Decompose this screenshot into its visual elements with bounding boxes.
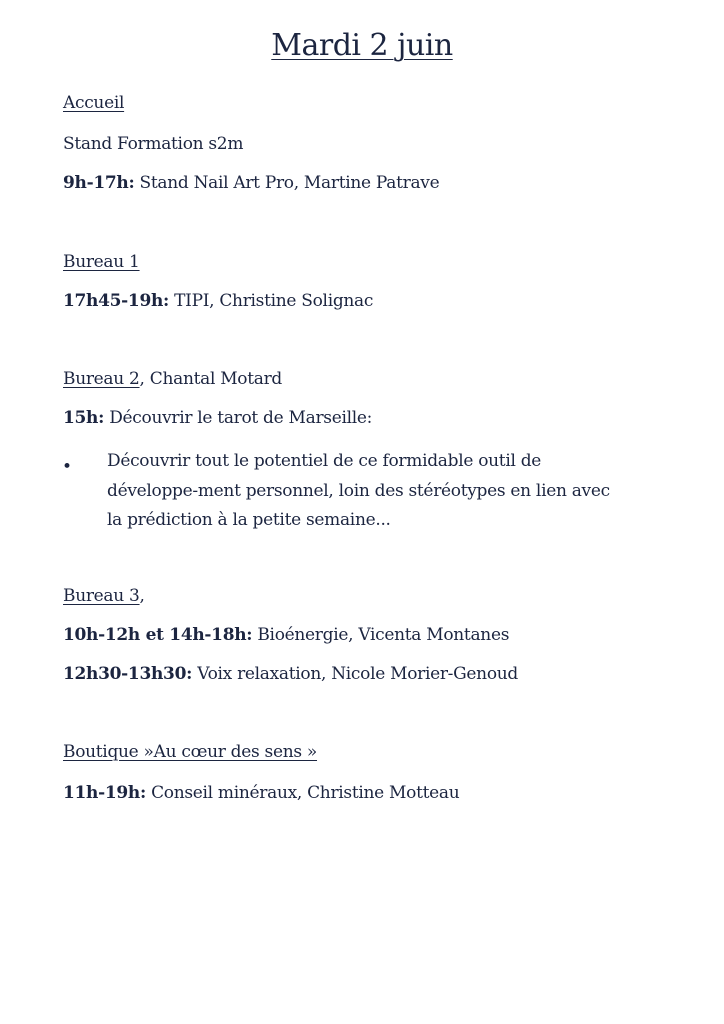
section-heading-bureau-1: [63, 252, 140, 272]
bureau-3-schedule-line-2: [63, 664, 518, 684]
boutique-schedule-line: [63, 783, 459, 803]
heading-bureau-3: Bureau 3: [63, 586, 140, 606]
bureau-2-speaker: , Chantal Motard: [139, 369, 283, 389]
bureau-3-time-1: 10h-12h et 14h-18h:: [63, 625, 253, 645]
accueil-schedule-line: [63, 173, 439, 193]
accueil-event: Stand Nail Art Pro, Martine Patrave: [134, 173, 440, 193]
boutique-event: Conseil minéraux, Christine Motteau: [145, 783, 460, 803]
section-heading-boutique: [63, 742, 317, 762]
bureau-1-schedule-line: [63, 291, 373, 311]
page-title-text: Mardi 2 juin: [271, 28, 453, 63]
boutique-time: 11h-19h:: [63, 783, 146, 803]
bureau-2-event: Découvrir le tarot de Marseille:: [104, 408, 373, 428]
bullet-icon: •: [62, 457, 73, 477]
heading-accueil: Accueil: [63, 93, 125, 113]
heading-bureau-1: Bureau 1: [63, 252, 140, 272]
bureau-3-suffix: ,: [139, 586, 145, 606]
accueil-stand-text: Stand Formation s2m: [63, 134, 244, 154]
section-heading-bureau-3: [63, 586, 145, 606]
heading-boutique: Boutique »Au cœur des sens »: [63, 742, 318, 762]
bureau-2-time: 15h:: [63, 408, 105, 428]
bureau-2-schedule-line: [63, 408, 372, 428]
accueil-time: 9h-17h:: [63, 173, 135, 193]
bureau-2-bullet-description: Découvrir tout le potentiel de ce formidable outil de développe-ment personnel, loin des stéréotypes en lien avec la prédiction à la petite semaine...: [107, 451, 610, 530]
bureau-3-time-2: 12h30-13h30:: [63, 664, 193, 684]
accueil-line-stand: [63, 134, 243, 154]
bureau-1-event: TIPI, Christine Solignac: [169, 291, 374, 311]
bureau-1-time: 17h45-19h:: [63, 291, 170, 311]
heading-bureau-2: Bureau 2: [63, 369, 140, 389]
bureau-3-schedule-line-1: [63, 625, 509, 645]
section-heading-accueil: [63, 93, 124, 113]
section-heading-bureau-2: [63, 369, 282, 389]
bureau-3-event-1: Bioénergie, Vicenta Montanes: [252, 625, 510, 645]
bureau-3-event-2: Voix relaxation, Nicole Morier-Genoud: [192, 664, 518, 684]
page-title: [0, 28, 724, 63]
